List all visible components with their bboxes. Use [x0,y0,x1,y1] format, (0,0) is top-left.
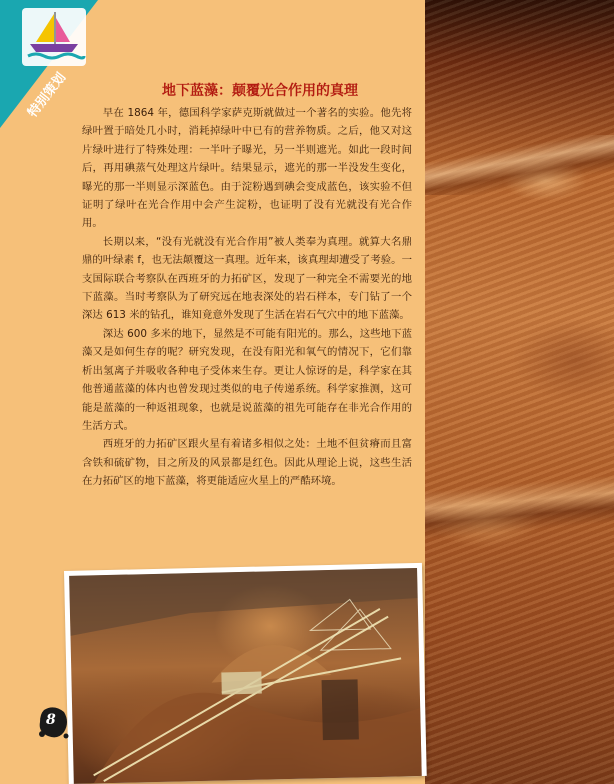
mine-machinery [69,568,422,784]
mars-ridge-highlight-lower [425,470,614,540]
article-title: 地下蓝藻：颠覆光合作用的真理 [162,83,358,99]
article-body [82,104,412,491]
mars-ridge-highlight [425,135,614,195]
paragraph-2: 长期以来，“没有光就没有光合作用”被人类奉为真理。就算大名鼎鼎的叶绿素 f，也无法颠覆这一真理。近年来，该真理却遭受了考验。一支国际联合考察队在西班牙的力拓矿区，发现了一种完全不需要光的地下蓝藻。当时考察队为了研究远在地表深处的岩石样本，专门钻了一个深达 613 米的钻孔，谁知竟意外发现了生活在岩石气穴中的地下蓝藻。 [82,235,412,322]
paragraph-4: 西班牙的力拓矿区跟火星有着诸多相似之处：土地不但贫瘠而且富含铁和硫矿物，目之所及的风景都是红色。因此从理论上说，这些生活在力拓矿区的地下蓝藻，将更能适应火星上的严酷环境。 [82,438,412,488]
paragraph-1: 早在 1864 年，德国科学家萨克斯就做过一个著名的实验。他先将绿叶置于暗处几小时，消耗掉绿叶中已有的营养物质。之后，他又对这片绿叶进行了特殊处理：一半叶子曝光，另一半则遮光。如此一段时间后，再用碘蒸气处理这片绿叶。结果显示，遮光的那一半没发生变化，曝光的那一半则显示深蓝色。由于淀粉遇到碘会变成蓝色，该实验不但证明了绿叶在光合作用中会产生淀粉，也证明了没有光就没有光合作用。 [82,107,412,230]
paragraph-3: 深达 600 多米的地下，显然是不可能有阳光的。那么，这些地下蓝藻又是如何生存的呢？研究发现，在没有阳光和氧气的情况下，它们靠析出氢离子并吸收各种电子受体来生存。更让人惊讶的是，科学家在其他普通蓝藻的体内也曾发现过类似的电子传递系统。科学家推测，这可能是蓝藻的一种返祖现象，也就是说蓝藻的祖先可能存在非光合作用的生活方式。 [82,327,412,432]
rio-tinto-mine-photo [69,568,422,784]
page-number: 8 [46,712,56,728]
section-label: 特别策划 [25,70,70,121]
mine-photo-frame [64,563,427,784]
mars-terrain-photo [425,0,614,784]
